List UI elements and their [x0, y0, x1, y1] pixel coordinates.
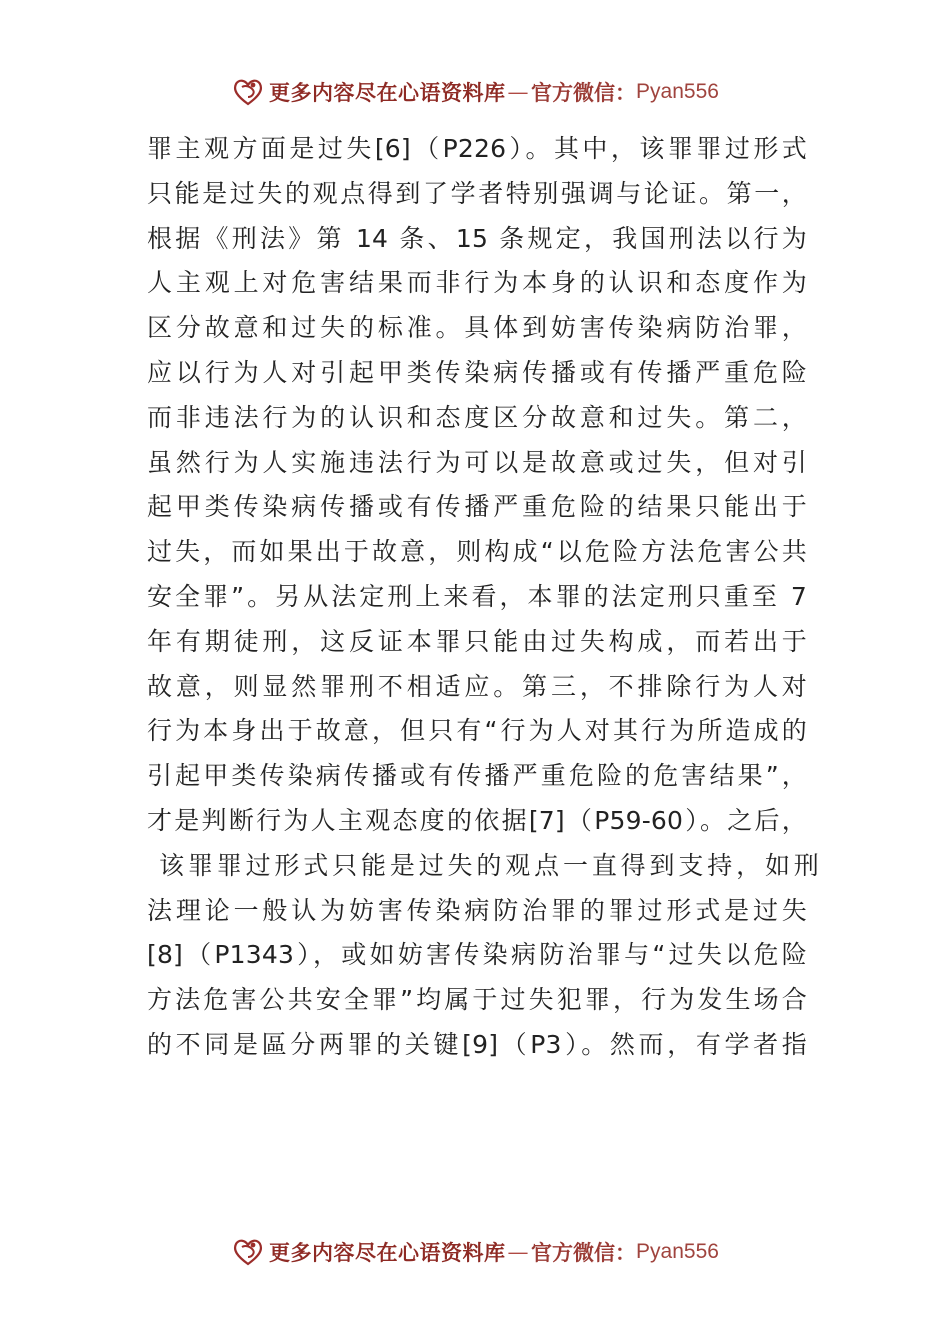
text-line-8: 虽然行为人实施违法行为可以是故意或过失，但对引	[147, 447, 807, 477]
heart-logo-icon	[231, 75, 265, 109]
watermark-account: Pyan556	[636, 80, 719, 103]
text-line-17: 该罪罪过形式只能是过失的观点一直得到支持，如刑	[159, 850, 819, 880]
watermark-account: Pyan556	[636, 1240, 719, 1263]
text-line-5: 区分故意和过失的标准。具体到妨害传染病防治罪，	[147, 313, 807, 343]
text-line-20: 方法危害公共安全罪”均属于过失犯罪，行为发生场合	[147, 985, 807, 1015]
text-line-2: 只能是过失的观点得到了学者特别强调与论证。第一，	[147, 178, 807, 208]
document-body	[147, 127, 819, 1068]
watermark-official-label: 官方微信：	[531, 1241, 637, 1265]
watermark-header	[0, 72, 950, 112]
text-line-7: 而非违法行为的认识和态度区分故意和过失。第二，	[147, 402, 807, 432]
text-line-11: 安全罪”。另从法定刑上来看，本罪的法定刑只重至 7	[147, 581, 807, 611]
watermark-slogan: 更多内容尽在心语资料库	[269, 1240, 506, 1265]
text-line-18: 法理论一般认为妨害传染病防治罪的罪过形式是过失	[147, 895, 807, 925]
watermark-dash: —	[507, 80, 530, 104]
text-line-10: 过失，而如果出于故意，则构成“以危险方法危害公共	[147, 537, 807, 567]
text-line-12: 年有期徒刑，这反证本罪只能由过失构成，而若出于	[147, 626, 807, 656]
heart-logo-icon	[231, 1235, 265, 1269]
watermark-slogan: 更多内容尽在心语资料库	[269, 80, 506, 105]
text-line-21: 的不同是區分两罪的关键[9]（P3）。然而，有学者指	[147, 1029, 807, 1059]
watermark-dash: —	[507, 1240, 530, 1264]
watermark-official-label: 官方微信：	[531, 81, 637, 105]
text-line-6: 应以行为人对引起甲类传染病传播或有传播严重危险	[147, 357, 807, 387]
text-line-14: 行为本身出于故意，但只有“行为人对其行为所造成的	[147, 716, 807, 746]
text-line-16: 才是判断行为人主观态度的依据[7]（P59-60）。之后，	[147, 805, 807, 835]
text-line-9: 起甲类传染病传播或有传播严重危险的结果只能出于	[147, 492, 807, 522]
text-line-4: 人主观上对危害结果而非行为本身的认识和态度作为	[147, 268, 807, 298]
text-line-15: 引起甲类传染病传播或有传播严重危险的危害结果”，	[147, 761, 807, 791]
watermark-footer	[0, 1232, 950, 1272]
text-line-19: [8]（P1343），或如妨害传染病防治罪与“过失以危险	[147, 940, 807, 970]
text-line-1: 罪主观方面是过失[6]（P226）。其中，该罪罪过形式	[147, 134, 807, 163]
text-line-3: 根据《刑法》第 14 条、15 条规定，我国刑法以行为	[147, 223, 807, 253]
text-line-13: 故意，则显然罪刑不相适应。第三，不排除行为人对	[147, 671, 807, 701]
